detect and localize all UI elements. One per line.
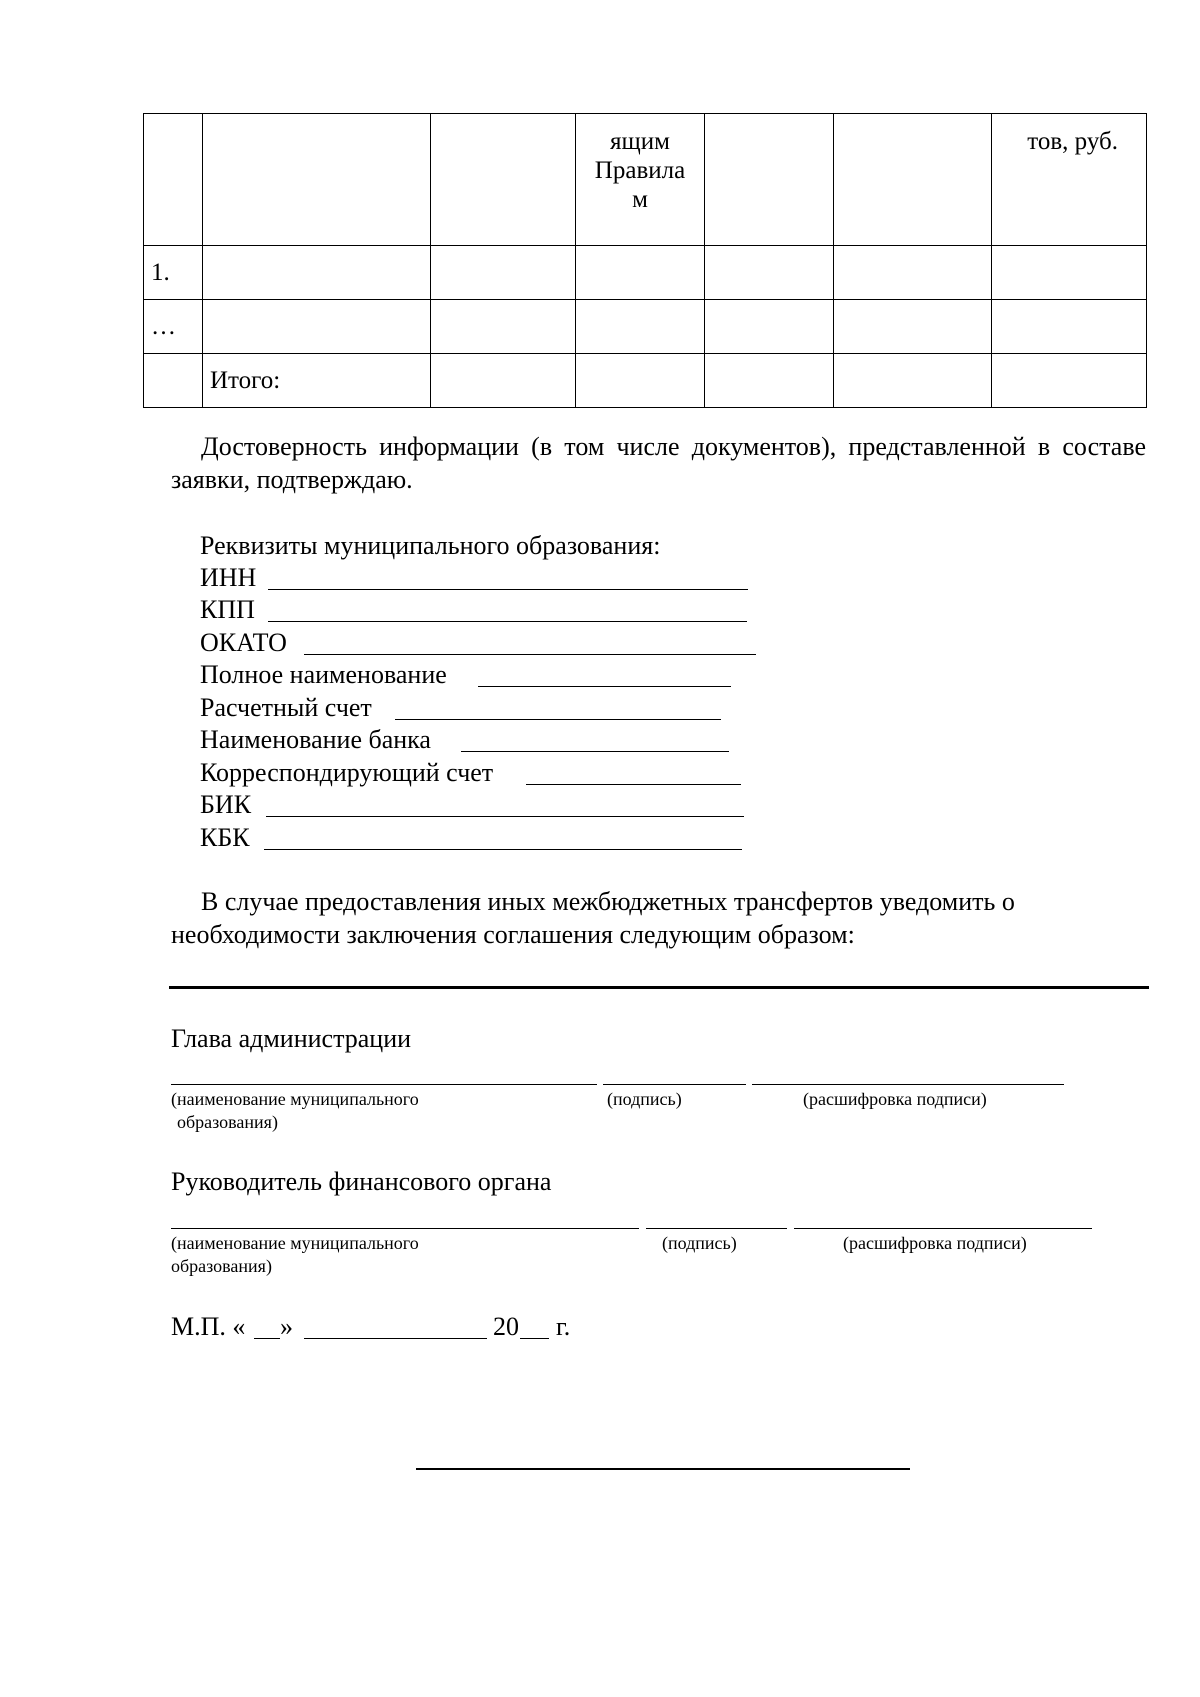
date-year-prefix: 20: [493, 1312, 519, 1341]
head-finance-title: Руководитель финансового органа: [171, 1167, 552, 1196]
caption-signature: (подпись): [662, 1233, 737, 1253]
field-label-bank-name: Наименование банка: [200, 725, 431, 754]
caption-name: (наименование муниципального: [171, 1233, 419, 1253]
field-label-account: Расчетный счет: [200, 693, 372, 722]
head-admin-decode-line[interactable]: [752, 1084, 1064, 1085]
total-label: Итого:: [203, 354, 431, 408]
row-number: 1.: [144, 246, 203, 300]
head-finance-name-line[interactable]: [171, 1228, 639, 1229]
head-finance-decode-line[interactable]: [794, 1228, 1092, 1229]
field-line-account[interactable]: [395, 719, 721, 720]
caption-signature: (подпись): [607, 1089, 682, 1109]
closing-rule: [416, 1468, 910, 1470]
data-table: [143, 113, 1147, 408]
separator-line: [169, 986, 1149, 989]
date-day-line[interactable]: [254, 1338, 280, 1339]
date-year-line[interactable]: [520, 1338, 549, 1339]
field-label-bik: БИК: [200, 790, 252, 819]
date-close-quote: »: [280, 1312, 293, 1341]
caption-name-cont: образования): [171, 1256, 272, 1276]
header-cell-rules: ящим Правила м: [576, 114, 705, 246]
table-header-row: [144, 114, 1147, 246]
notice-paragraph: В случае предоставления иных межбюджетных трансфертов уведомить о необходимости заключения соглашения следующим образом:: [171, 887, 1015, 949]
date-month-line[interactable]: [304, 1338, 487, 1339]
head-admin-title: Глава администрации: [171, 1024, 412, 1053]
header-cell-transfers: тов, руб.: [992, 114, 1147, 246]
table-row: [144, 300, 1147, 354]
row-number: …: [144, 300, 203, 354]
caption-decode: (расшифровка подписи): [803, 1089, 987, 1109]
field-label-inn: ИНН: [200, 563, 257, 592]
stamp-label: М.П. «: [171, 1312, 246, 1341]
field-line-full-name[interactable]: [478, 686, 731, 687]
field-label-okato: ОКАТО: [200, 628, 287, 657]
caption-name: (наименование муниципального: [171, 1089, 419, 1109]
confirmation-paragraph: Достоверность информации (в том числе документов), представленной в составе заявки, подтверждаю.: [171, 432, 1146, 494]
field-label-full-name: Полное наименование: [200, 660, 447, 689]
field-line-kbk[interactable]: [264, 849, 742, 850]
date-year-suffix: г.: [556, 1312, 571, 1341]
caption-decode: (расшифровка подписи): [843, 1233, 1027, 1253]
field-label-kbk: КБК: [200, 823, 250, 852]
head-admin-name-line[interactable]: [171, 1084, 597, 1085]
field-line-bik[interactable]: [266, 816, 744, 817]
requisites-title: Реквизиты муниципального образования:: [200, 531, 661, 560]
field-label-corr-account: Корреспондирующий счет: [200, 758, 494, 787]
head-admin-signature-line[interactable]: [603, 1084, 746, 1085]
field-line-kpp[interactable]: [268, 621, 747, 622]
table-row: [144, 246, 1147, 300]
head-finance-signature-line[interactable]: [646, 1228, 787, 1229]
field-line-okato[interactable]: [304, 654, 756, 655]
field-line-inn[interactable]: [268, 589, 748, 590]
caption-name-cont: образования): [177, 1112, 278, 1132]
table-row-total: [144, 354, 1147, 408]
field-line-bank-name[interactable]: [461, 751, 729, 752]
field-line-corr-account[interactable]: [526, 784, 741, 785]
field-label-kpp: КПП: [200, 595, 255, 624]
